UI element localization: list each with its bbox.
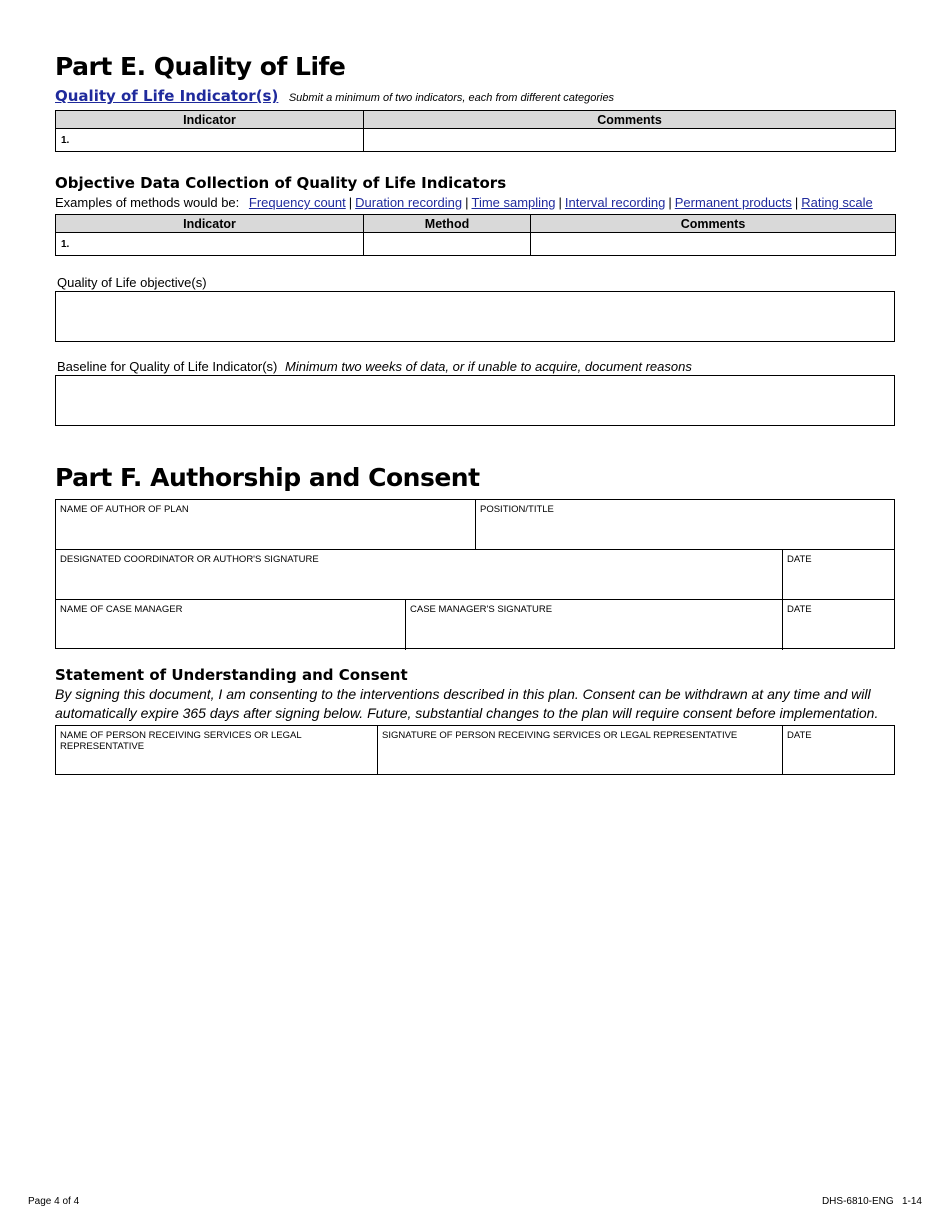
date-field[interactable]: DATE	[787, 730, 812, 741]
baseline-field[interactable]	[55, 375, 895, 426]
objective-data-heading: Objective Data Collection of Quality of Life Indicators	[55, 174, 507, 192]
examples-label: Examples of methods would be:	[55, 195, 240, 210]
form-code: DHS-6810-ENG 1-14	[821, 1196, 922, 1207]
methods-examples-line: Examples of methods would be: Frequency count | Duration recording | Time sampling | Interval recording | Permanent products | Rating scale	[55, 195, 873, 210]
consent-form	[55, 725, 895, 775]
statement-text: By signing this document, I am consenting to the interventions described in this plan. Consent can be withdrawn at any time and will automatically expire 365 days after signing below. Future, substantial changes to the plan will require consent before implementation.	[55, 686, 879, 721]
part-e-title: Part E. Quality of Life	[55, 52, 346, 81]
column-header-indicator: Indicator	[56, 111, 364, 129]
baseline-label-line	[57, 359, 692, 374]
position-title-field[interactable]: POSITION/TITLE	[480, 504, 554, 515]
method-link-rating-scale[interactable]: Rating scale	[801, 195, 873, 210]
qol-indicators-heading	[55, 87, 614, 106]
case-manager-name-field[interactable]: NAME OF CASE MANAGER	[56, 600, 406, 650]
method-cell[interactable]	[364, 233, 531, 256]
form-row	[56, 600, 894, 650]
method-link-frequency-count[interactable]: Frequency count	[248, 195, 346, 210]
author-name-field[interactable]: NAME OF AUTHOR OF PLAN	[56, 500, 476, 549]
objective-data-table	[55, 214, 896, 256]
date-field[interactable]: DATE	[787, 554, 812, 565]
baseline-note: Minimum two weeks of data, or if unable to acquire, document reasons	[285, 359, 692, 374]
authorship-form	[55, 499, 895, 649]
method-link-duration-recording[interactable]: Duration recording	[355, 195, 463, 210]
statement-heading: Statement of Understanding and Consent	[55, 666, 408, 684]
case-manager-signature-field[interactable]: CASE MANAGER'S SIGNATURE	[406, 600, 783, 650]
column-header-method: Method	[364, 215, 531, 233]
person-name-field[interactable]: NAME OF PERSON RECEIVING SERVICES OR LEGAL REPRESENTATIVE	[56, 726, 378, 774]
table-row	[56, 233, 896, 256]
comments-cell[interactable]	[531, 233, 896, 256]
qol-indicators-note: Submit a minimum of two indicators, each from different categories	[288, 92, 615, 104]
comments-cell[interactable]	[364, 129, 896, 152]
qol-indicators-table	[55, 110, 896, 152]
indicator-cell[interactable]: 1.	[56, 233, 364, 256]
column-header-indicator: Indicator	[56, 215, 364, 233]
form-row	[56, 726, 894, 774]
form-row	[56, 550, 894, 600]
column-header-comments: Comments	[364, 111, 896, 129]
person-signature-field[interactable]: SIGNATURE OF PERSON RECEIVING SERVICES OR LEGAL REPRESENTATIVE	[378, 726, 783, 774]
qol-indicators-link[interactable]: Quality of Life Indicator(s)	[55, 87, 279, 105]
qol-objectives-field[interactable]	[55, 291, 895, 342]
method-link-time-sampling[interactable]: Time sampling	[471, 195, 556, 210]
qol-objectives-label: Quality of Life objective(s)	[57, 275, 207, 290]
column-header-comments: Comments	[531, 215, 896, 233]
form-row	[56, 500, 894, 550]
method-link-permanent-products[interactable]: Permanent products	[674, 195, 792, 210]
method-link-interval-recording[interactable]: Interval recording	[564, 195, 666, 210]
table-row	[56, 129, 896, 152]
indicator-cell[interactable]: 1.	[56, 129, 364, 152]
coordinator-signature-field[interactable]: DESIGNATED COORDINATOR OR AUTHOR'S SIGNATURE	[56, 550, 783, 599]
part-f-title: Part F. Authorship and Consent	[55, 463, 480, 492]
date-field[interactable]: DATE	[787, 604, 812, 615]
baseline-label: Baseline for Quality of Life Indicator(s)	[57, 359, 278, 374]
page-number: Page 4 of 4	[28, 1196, 80, 1207]
